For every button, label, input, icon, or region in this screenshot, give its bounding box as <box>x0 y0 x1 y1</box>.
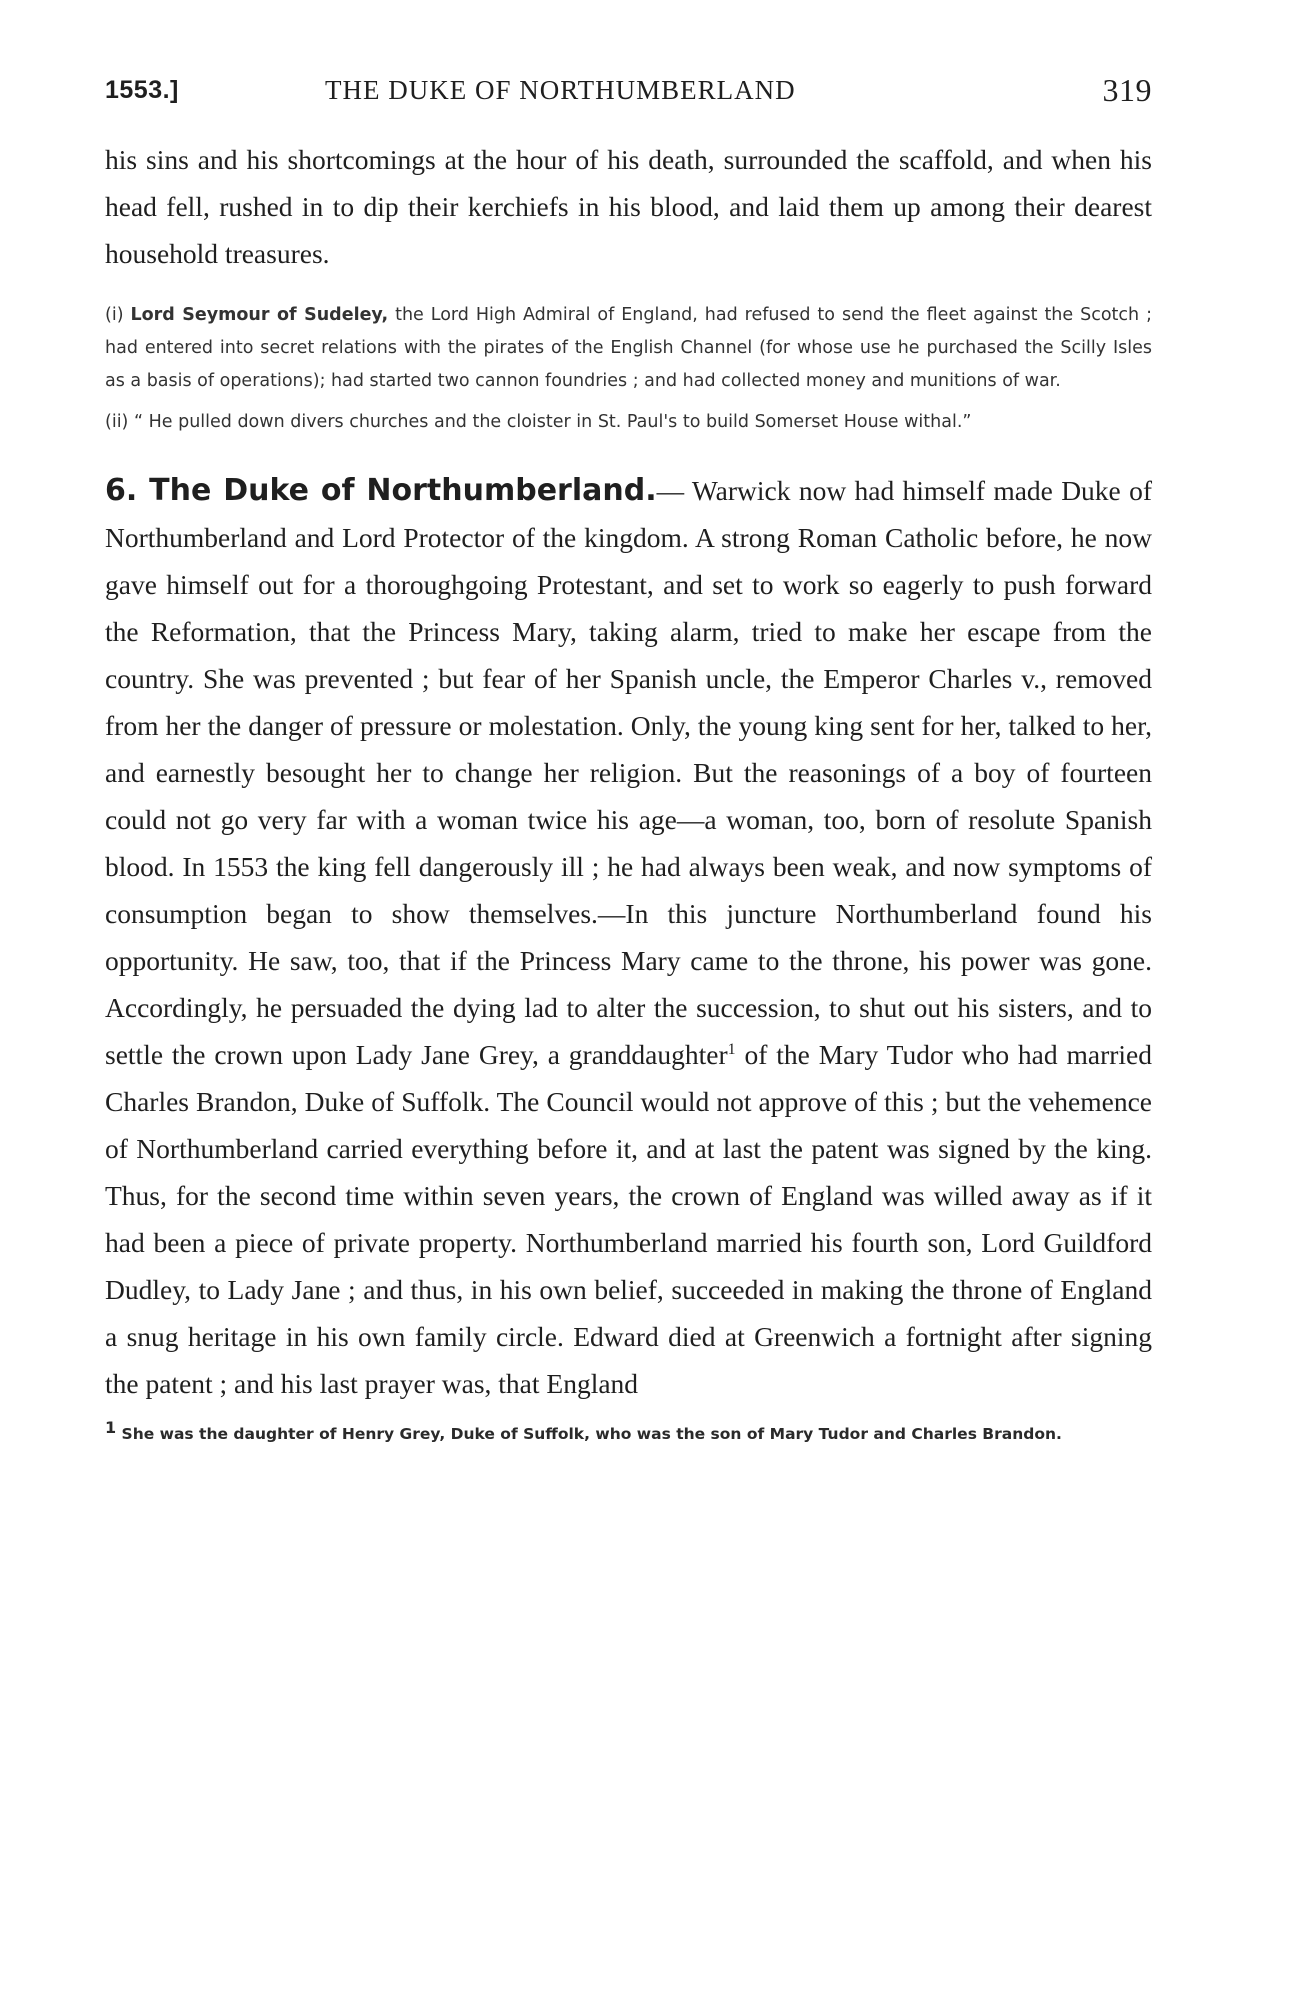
header-title: THE DUKE OF NORTHUMBERLAND <box>325 75 796 105</box>
opening-paragraph: his sins and his shortcomings at the hour of his death, surrounded the scaffold, and when his head fell, rushed in to dip their kerchiefs in his blood, and laid them up among their dearest household treasures. <box>105 144 1152 269</box>
footnote <box>105 1417 1152 1447</box>
note-ii <box>105 406 1152 439</box>
footnote-marker: 1 <box>105 1417 117 1437</box>
note-text: the Lord High Admiral of England, had refused to send the fleet against the Scotch ; had entered into secret relations with the pirates of the English Channel (for whose use he purchased the Scilly Isles as a basis of operations); had started two cannon foundries ; and had collected money and munitions of war. <box>105 305 1152 391</box>
note-i <box>105 299 1152 398</box>
notes-block <box>105 299 1152 439</box>
section-body-part2: of the Mary Tudor who had married Charles Brandon, Duke of Suffolk. The Council would not approve of this ; but the vehemence of Northumberland carried everything before it, and at last the patent was signed by the king. Thus, for the second time within seven years, the crown of England was willed away as if it had been a piece of private property. Northumberland married his fourth son, Lord Guildford Dudley, to Lady Jane ; and thus, in his own belief, succeeded in making the throne of England a snug heritage in his own family circle. Edward died at Greenwich a fortnight after signing the patent ; and his last prayer was, that England <box>105 1039 1152 1399</box>
section-heading: 6. The Duke of Northumberland. <box>105 473 657 508</box>
note-text: “ He pulled down divers churches and the cloister in St. Paul's to build Somerset House withal.” <box>133 412 972 432</box>
section-6 <box>105 467 1152 1407</box>
running-header <box>105 70 1152 110</box>
note-lead: Lord Seymour of Sudeley, <box>130 305 389 325</box>
note-marker: (ii) <box>105 412 129 432</box>
footnote-text: She was the daughter of Henry Grey, Duke of Suffolk, who was the son of Mary Tudor and Charles Brandon. <box>121 1425 1062 1443</box>
section-body-part1: — Warwick now had himself made Duke of Northumberland and Lord Protector of the kingdom. A strong Roman Catholic before, he now gave himself out for a thoroughgoing Protestant, and set to work so eagerly to push forward the Reformation, that the Princess Mary, taking alarm, tried to make her escape from the country. She was prevented ; but fear of her Spanish uncle, the Emperor Charles v., removed from her the danger of pressure or molestation. Only, the young king sent for her, talked to her, and earnestly besought her to change her religion. But the reasonings of a boy of fourteen could not go very far with a woman twice his age—a woman, too, born of resolute Spanish blood. In 1553 the king fell dangerously ill ; he had always been weak, and now symptoms of consumption began to show themselves.—In this juncture Northumberland found his opportunity. He saw, too, that if the Princess Mary came to the throne, his power was gone. Accordingly, he persuaded the dying lad to alter the succession, to shut out his sisters, and to settle the crown upon Lady Jane Grey, a granddaughter <box>105 475 1152 1070</box>
footnote-reference: 1 <box>727 1040 736 1058</box>
note-marker: (i) <box>105 305 124 325</box>
page-number: 319 <box>1102 72 1152 108</box>
header-year: 1553.] <box>105 76 179 104</box>
book-page <box>105 70 1152 1463</box>
